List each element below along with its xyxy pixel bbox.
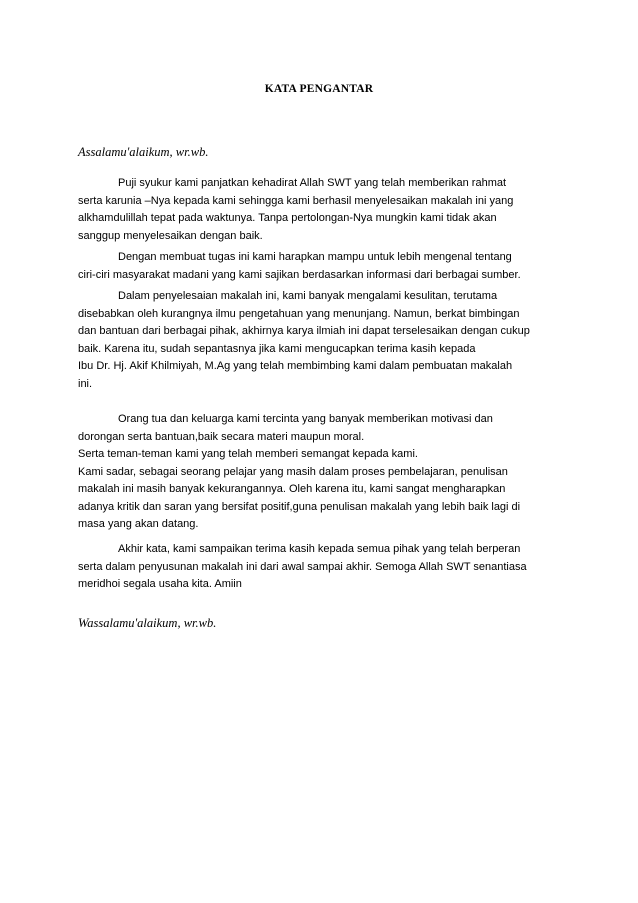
paragraph-line: Akhir kata, kami sampaikan terima kasih kepada semua pihak yang telah berperan <box>118 543 521 555</box>
paragraph-line: ini. <box>78 377 93 390</box>
paragraph-family-thanks <box>78 411 578 534</box>
paragraph-line: adanya kritik dan saran yang bersifat positif,guna penulisan makalah yang lebih baik lagi di <box>78 500 521 513</box>
paragraph-line: sanggup menyelesaikan dengan baik. <box>78 229 263 242</box>
paragraph-line: dan bantuan dari berbagai pihak, akhirnya karya ilmiah ini dapat terselesaikan dengan cukup <box>78 325 530 337</box>
paragraph-line: Ibu Dr. Hj. Akif Khilmiyah, M.Ag yang telah membimbing kami dalam pembuatan makalah <box>78 360 513 372</box>
paragraph-acknowledgement <box>78 288 578 393</box>
paragraph-line: makalah ini masih banyak kekurangannya. Oleh karena itu, kami sangat mengharapkan <box>78 483 506 495</box>
paragraph-line: masa yang akan datang. <box>78 518 199 530</box>
document-title: KATA PENGANTAR <box>264 83 374 95</box>
paragraph-line: meridhoi segala usaha kita. Amiin <box>78 578 242 590</box>
paragraph-line: serta karunia –Nya kepada kami sehingga kami berhasil menyelesaikan makalah ini yang <box>78 194 514 207</box>
paragraph-line: serta dalam penyusunan makalah ini dari awal sampai akhir. Semoga Allah SWT senantiasa <box>78 560 527 573</box>
paragraph-line: alkhamdulillah tepat pada waktunya. Tanpa pertolongan-Nya mungkin kami tidak akan <box>78 212 497 224</box>
paragraph-line: ciri-ciri masyarakat madani yang kami sajikan berdasarkan informasi dari berbagai sumber. <box>78 268 521 281</box>
paragraph-line: Kami sadar, sebagai seorang pelajar yang masih dalam proses pembelajaran, penulisan <box>78 465 508 478</box>
closing-greeting: Wassalamu'alaikum, wr.wb. <box>78 616 217 630</box>
paragraph-line: baik. Karena itu, sudah sepantasnya jika kami mengucapkan terima kasih kepada <box>78 342 476 355</box>
paragraph-line: Dalam penyelesaian makalah ini, kami banyak mengalami kesulitan, terutama <box>118 290 498 302</box>
paragraph-line: disebabkan oleh kurangnya ilmu pengetahuan yang menunjang. Namun, berkat bimbingan <box>78 307 520 320</box>
paragraph-line: Dengan membuat tugas ini kami harapkan mampu untuk lebih mengenal tentang <box>118 251 512 263</box>
paragraph-purpose <box>78 249 578 284</box>
paragraph-line: Serta teman-teman kami yang telah memberi semangat kepada kami. <box>78 448 418 460</box>
paragraph-line: Puji syukur kami panjatkan kehadirat Allah SWT yang telah memberikan rahmat <box>118 177 507 189</box>
paragraph-line: dorongan serta bantuan,baik secara materi maupun moral. <box>78 430 365 443</box>
paragraph-line: Orang tua dan keluarga kami tercinta yang banyak memberikan motivasi dan <box>118 413 493 425</box>
paragraph-gratitude <box>78 175 578 245</box>
paragraph-closing <box>78 541 578 594</box>
opening-greeting: Assalamu'alaikum, wr.wb. <box>78 145 209 159</box>
